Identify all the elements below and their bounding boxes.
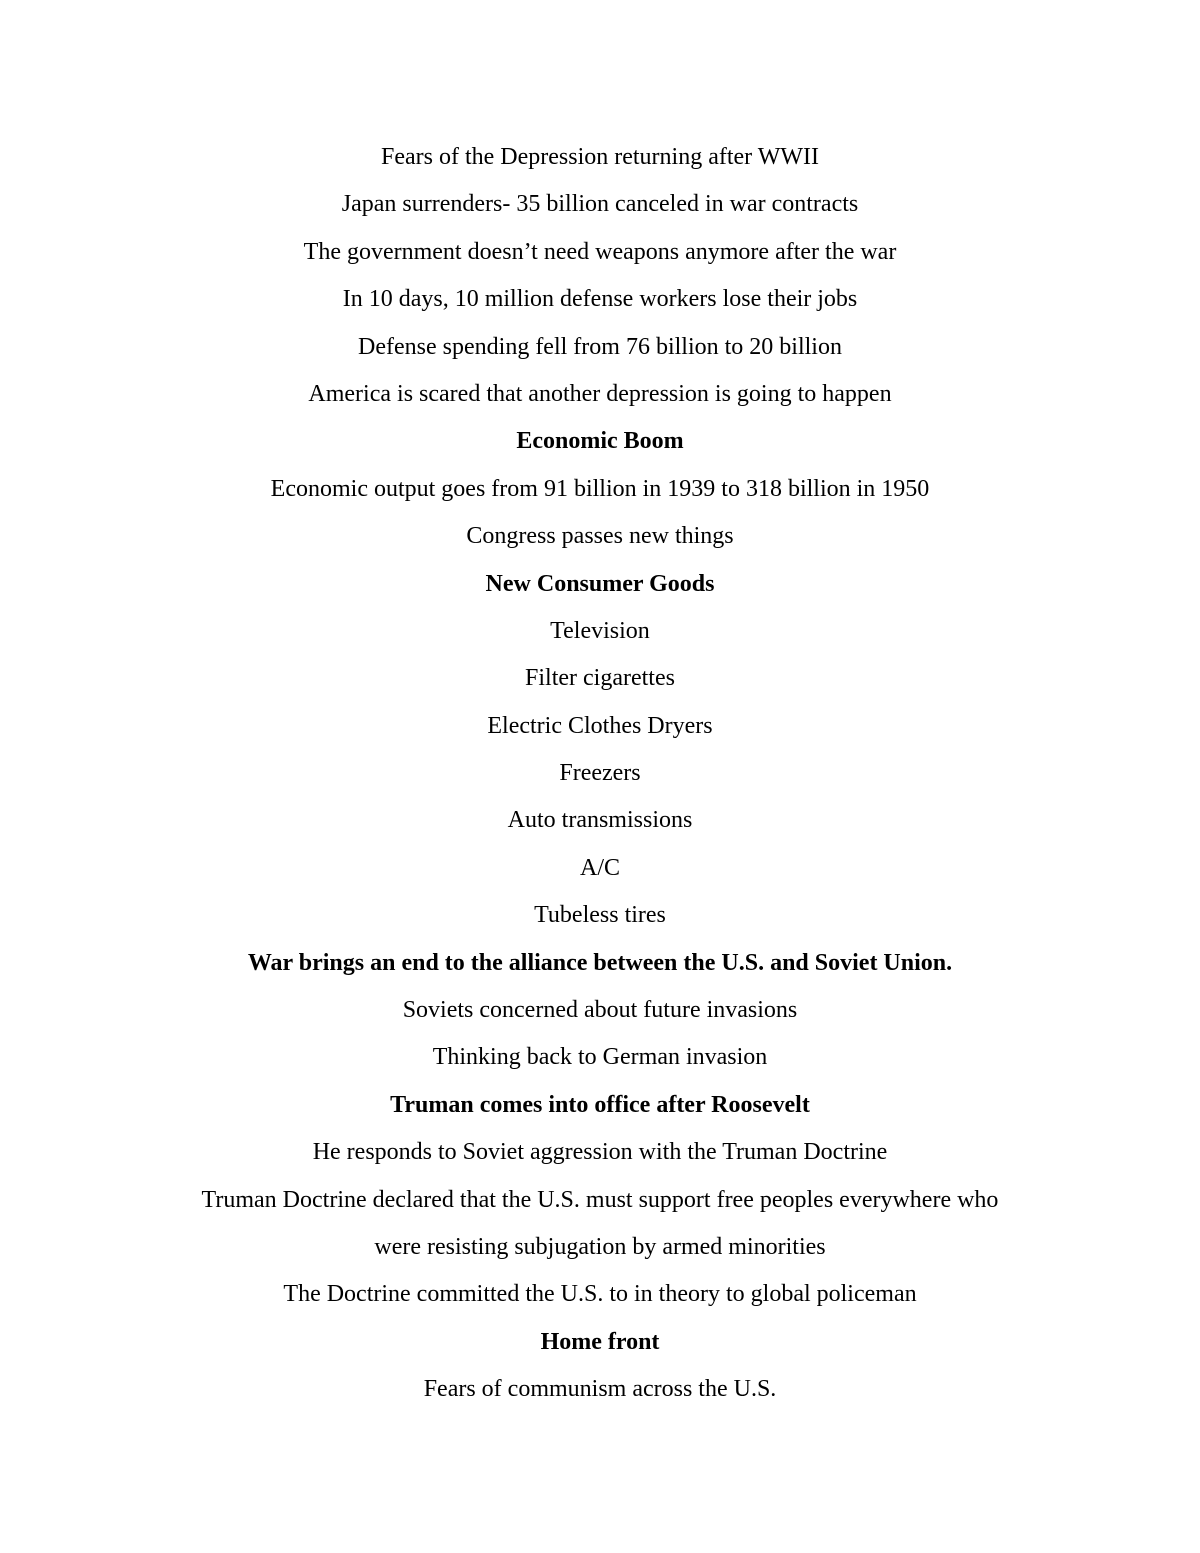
- line-defense-spending: Defense spending fell from 76 billion to 20 billion: [358, 333, 842, 360]
- heading-truman-office: Truman comes into office after Roosevelt: [390, 1091, 810, 1118]
- line-america-scared: America is scared that another depression is going to happen: [308, 380, 892, 407]
- line-depression-fears: Fears of the Depression returning after WWII: [380, 144, 820, 170]
- heading-alliance-end: War brings an end to the alliance between the U.S. and Soviet Union.: [247, 949, 953, 976]
- heading-new-consumer-goods: New Consumer Goods: [485, 570, 715, 597]
- heading-home-front: Home front: [540, 1328, 660, 1355]
- list-item-filter-cigarettes: Filter cigarettes: [525, 665, 675, 692]
- line-government-weapons: The government doesn’t need weapons anymore after the war: [303, 238, 897, 265]
- list-item-auto-transmissions: Auto transmissions: [507, 807, 693, 834]
- line-resisting-subjugation: were resisting subjugation by armed minorities: [374, 1233, 826, 1260]
- list-item-freezers: Freezers: [559, 760, 641, 787]
- line-japan-surrenders: Japan surrenders- 35 billion canceled in war contracts: [341, 191, 859, 218]
- line-german-invasion: Thinking back to German invasion: [432, 1044, 768, 1071]
- list-item-clothes-dryers: Electric Clothes Dryers: [487, 712, 713, 739]
- line-truman-responds: He responds to Soviet aggression with the Truman Doctrine: [312, 1139, 888, 1166]
- line-fears-communism: Fears of communism across the U.S.: [423, 1376, 777, 1403]
- list-item-tubeless-tires: Tubeless tires: [534, 902, 666, 929]
- heading-economic-boom: Economic Boom: [516, 428, 684, 455]
- list-item-ac: A/C: [579, 854, 620, 881]
- list-item-television: Television: [550, 617, 650, 644]
- line-soviets-concerned: Soviets concerned about future invasions: [402, 997, 798, 1024]
- line-global-policeman: The Doctrine committed the U.S. to in theory to global policeman: [283, 1281, 917, 1308]
- line-defense-workers: In 10 days, 10 million defense workers lose their jobs: [342, 286, 858, 313]
- line-congress-passes: Congress passes new things: [466, 523, 734, 550]
- document-body: [100, 134, 1100, 1414]
- line-truman-doctrine-declared: Truman Doctrine declared that the U.S. must support free peoples everywhere who: [201, 1186, 999, 1213]
- line-economic-output: Economic output goes from 91 billion in 1939 to 318 billion in 1950: [270, 475, 930, 502]
